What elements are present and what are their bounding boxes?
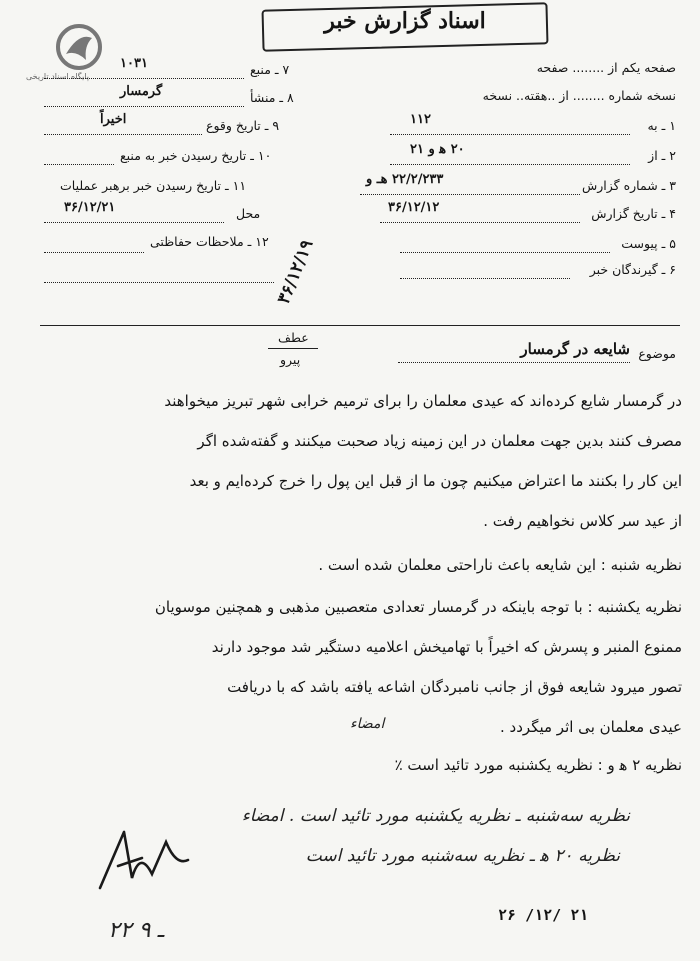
body-line-2: مصرف کنند بدین جهت معلمان در این زمینه زیاد صحبت میکنند و گفته‌شده اگر xyxy=(197,432,682,450)
field-to-line xyxy=(390,134,630,135)
source-line xyxy=(44,78,244,79)
body-line-3: این کار را بکنند ما اعتراض میکنیم چون ما از قبل این پول را خرج کرده‌ایم و بعد xyxy=(189,472,682,490)
security-notes-line xyxy=(44,252,144,253)
opinion-sunday-line-4: عیدی معلمان بی اثر میگردد . xyxy=(500,718,682,736)
reference-label: عطف xyxy=(278,330,309,345)
report-date-label: ۴ ـ تاریخ گزارش xyxy=(591,206,676,221)
signature-icon xyxy=(88,822,198,902)
field-from-line xyxy=(390,164,630,165)
field-from-label: ۲ ـ از xyxy=(648,148,676,163)
body-line-1: در گرمسار شایع کرده‌اند که عیدی معلمان را برای ترمیم خرابی شهر تبریز میخواهند xyxy=(164,392,682,410)
field-to-label: ۱ ـ به xyxy=(647,118,676,133)
reference-divider xyxy=(268,348,318,349)
title-box xyxy=(261,2,548,51)
copy-number-field: نسخه شماره ........ از ..ه‍ق‍ت‍ه.. نسخه xyxy=(482,88,676,103)
field-to-value: ۱۱۲ xyxy=(410,112,431,127)
report-number-line xyxy=(360,194,580,195)
page-count-field: صفحه یکم از ........ صفحه xyxy=(536,60,676,75)
watermark-text: پایگاه اسناد تاریخی xyxy=(26,72,89,81)
subject-line xyxy=(398,362,630,363)
origin-label: ۸ ـ منشأ xyxy=(250,90,294,105)
recipients-line xyxy=(400,278,570,279)
security-notes-line-2 xyxy=(44,282,274,283)
source-receipt-date-line xyxy=(44,164,114,165)
occurrence-date-value: اخیراً xyxy=(100,112,127,127)
diagonal-date-note: ۳۶/۱۲/۱۹ xyxy=(273,237,318,307)
opinion-monday: نظریه ۲ ه‍ و : نظریه یکشنبه مورد تائید است ٪ xyxy=(394,756,682,774)
handwritten-note-1: نظریه سه‌شنبه ـ نظریه یکشنبه مورد تائید است . امضاء xyxy=(241,806,630,826)
report-date-value: ۳۶/۱۲/۱۲ xyxy=(388,200,440,215)
initial-mark: امضاء xyxy=(350,716,385,732)
place-label: محل xyxy=(236,206,261,221)
opinion-sunday-line-2: ممنوع المنبر و پسرش که اخیراً با تهامیخش اعلامیه دستگیر شد موجود دارند xyxy=(211,638,682,656)
field-from-value: ۲۰ ه‍ و ۲۱ xyxy=(410,142,465,157)
operations-date-value: ۳۶/۱۲/۲۱ xyxy=(64,200,116,215)
source-value: ۱۰۳۱ xyxy=(120,56,148,71)
followup-label: پیرو xyxy=(280,352,301,367)
report-number-value: ۲۲/۲/۲۳۳ هـ و xyxy=(366,172,444,187)
opinion-sunday-line-1: نظریه یکشنبه : با توجه باینکه در گرمسار تعدادی متعصبین مذهبی و همچنین موسویان xyxy=(154,598,682,616)
report-number-label: ۳ ـ شماره گزارش xyxy=(581,178,676,193)
handwritten-note-2: نظریه ۲۰ ه‍ ـ نظریه سه‌شنبه مورد تائید است xyxy=(305,846,620,866)
occurrence-date-label: ۹ ـ تاریخ وقوع xyxy=(206,118,280,133)
source-receipt-date-label: ۱۰ ـ تاریخ رسیدن خبر به منبع xyxy=(120,148,272,163)
date-stamp: ۲۶ /۱۲/ ۲۱ xyxy=(498,906,589,924)
header-divider xyxy=(40,325,680,326)
attachment-label: ۵ ـ پیوست xyxy=(621,236,676,251)
recipients-label: ۶ ـ گیرندگان خبر xyxy=(589,262,676,277)
source-label: ۷ ـ منبع xyxy=(250,62,290,77)
attachment-line xyxy=(400,252,610,253)
archive-logo-icon xyxy=(56,24,102,70)
report-date-line xyxy=(380,222,580,223)
operations-date-line xyxy=(44,222,224,223)
opinion-saturday: نظریه شنبه : این شایعه باعث ناراحتی معلمان شده است . xyxy=(318,556,682,574)
operations-receipt-date-label: ۱۱ ـ تاریخ رسیدن خبر برهبر عملیات xyxy=(60,178,247,193)
origin-value: گرمسار xyxy=(120,84,163,99)
opinion-sunday-line-3: تصور میرود شایعه فوق از جانب نامبردگان اشاعه یافته باشد که با دریافت xyxy=(227,678,682,696)
body-line-4: از عید سر کلاس نخواهیم رفت . xyxy=(483,512,682,530)
signature-number: ۲۲ ـ ۹ xyxy=(108,918,164,943)
security-notes-label: ۱۲ ـ ملاحظات حفاظتی xyxy=(150,234,269,249)
occurrence-date-line xyxy=(44,134,202,135)
subject-value: شایعه در گرمسار xyxy=(520,340,630,358)
subject-label: موضوع xyxy=(638,346,676,361)
document-title: اسناد گزارش خبر xyxy=(324,8,486,34)
origin-line xyxy=(44,106,244,107)
